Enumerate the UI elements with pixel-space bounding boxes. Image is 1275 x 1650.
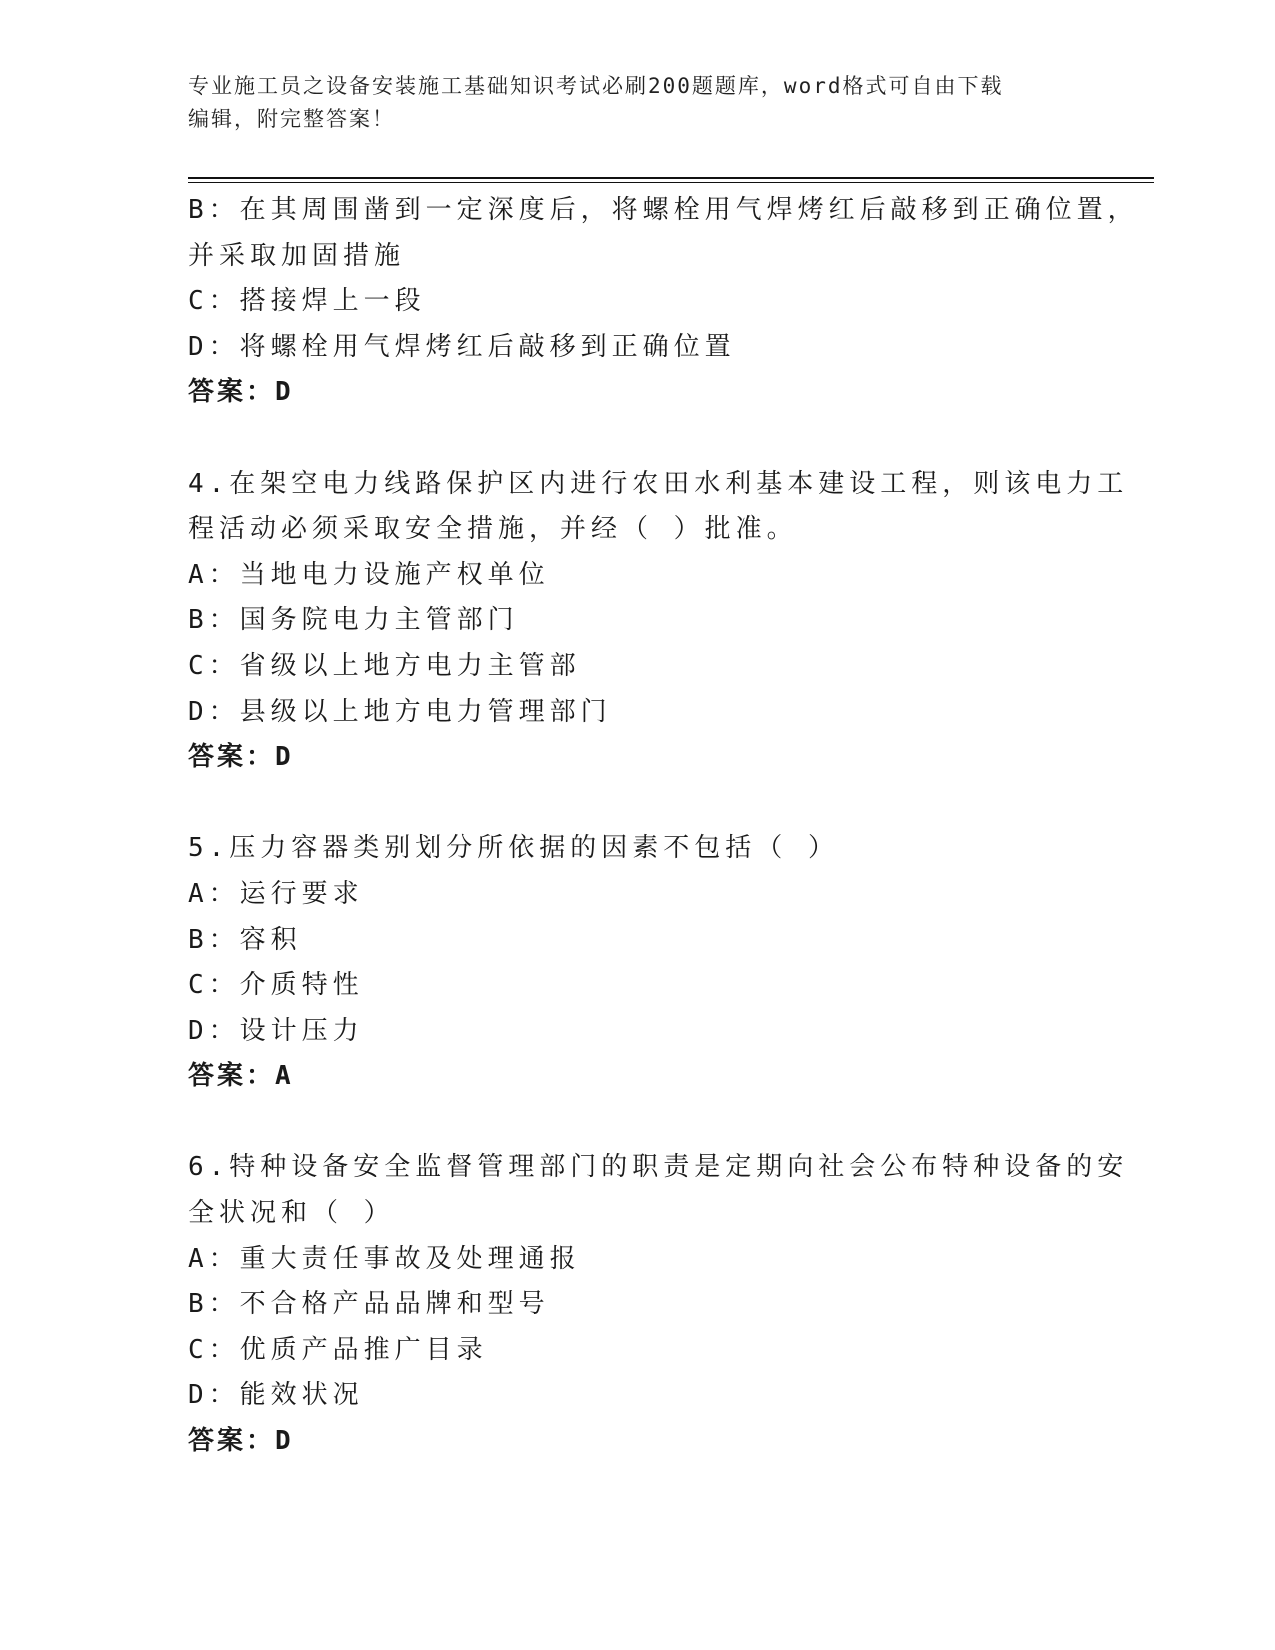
q5-answer: 答案：A — [188, 1061, 294, 1092]
question-5 — [188, 826, 1088, 1100]
header-rule-thin — [188, 182, 1154, 183]
q4-option-c: C：省级以上地方电力主管部 — [188, 650, 581, 681]
question-6 — [188, 1145, 1129, 1464]
q3-option-b-line-2: 并采取加固措施 — [188, 240, 406, 271]
q3-answer: 答案：D — [188, 377, 294, 408]
header-line-2: 编辑，附完整答案！ — [188, 107, 395, 131]
q5-option-a: A：运行要求 — [188, 878, 364, 909]
q5-option-b: B：容积 — [188, 924, 302, 955]
q3-option-b-line-1: B：在其周围凿到一定深度后，将螺栓用气焊烤红后敲移到正确位置， — [188, 195, 1139, 225]
header-line-1: 专业施工员之设备安装施工基础知识考试必刷200题题库，word格式可自由下载 — [188, 74, 1004, 98]
q6-option-a: A：重大责任事故及处理通报 — [188, 1243, 581, 1274]
q4-option-d: D：县级以上地方电力管理部门 — [188, 696, 612, 727]
q4-stem-line-1: 4.在架空电力线路保护区内进行农田水利基本建设工程，则该电力工 — [188, 468, 1129, 499]
spacer — [188, 781, 1088, 827]
q4-stem-line-2: 程活动必须采取安全措施，并经（ ）批准。 — [188, 514, 798, 545]
q4-option-b: B：国务院电力主管部门 — [188, 605, 519, 636]
q3-option-d: D：将螺栓用气焊烤红后敲移到正确位置 — [188, 331, 736, 362]
spacer — [188, 416, 1088, 462]
q6-answer: 答案：D — [188, 1426, 294, 1457]
q4-option-a: A：当地电力设施产权单位 — [188, 559, 550, 590]
question-content — [188, 188, 1139, 1465]
q3-option-c: C：搭接焊上一段 — [188, 286, 426, 317]
q6-option-d: D：能效状况 — [188, 1380, 364, 1411]
q5-option-c: C：介质特性 — [188, 970, 364, 1001]
question-3-continued — [188, 188, 1139, 416]
page-header — [188, 70, 1088, 136]
q6-option-c: C：优质产品推广目录 — [188, 1334, 488, 1365]
q5-stem-line-1: 5.压力容器类别划分所依据的因素不包括（ ） — [188, 833, 839, 864]
q6-stem-line-1: 6.特种设备安全监督管理部门的职责是定期向社会公布特种设备的安 — [188, 1152, 1129, 1183]
spacer — [188, 1100, 1088, 1146]
q4-answer: 答案：D — [188, 742, 294, 773]
question-4 — [188, 462, 1129, 781]
q6-option-b: B：不合格产品品牌和型号 — [188, 1289, 550, 1320]
q6-stem-line-2: 全状况和（ ） — [188, 1198, 395, 1229]
header-rule-thick — [188, 177, 1154, 179]
q5-option-d: D：设计压力 — [188, 1015, 364, 1046]
